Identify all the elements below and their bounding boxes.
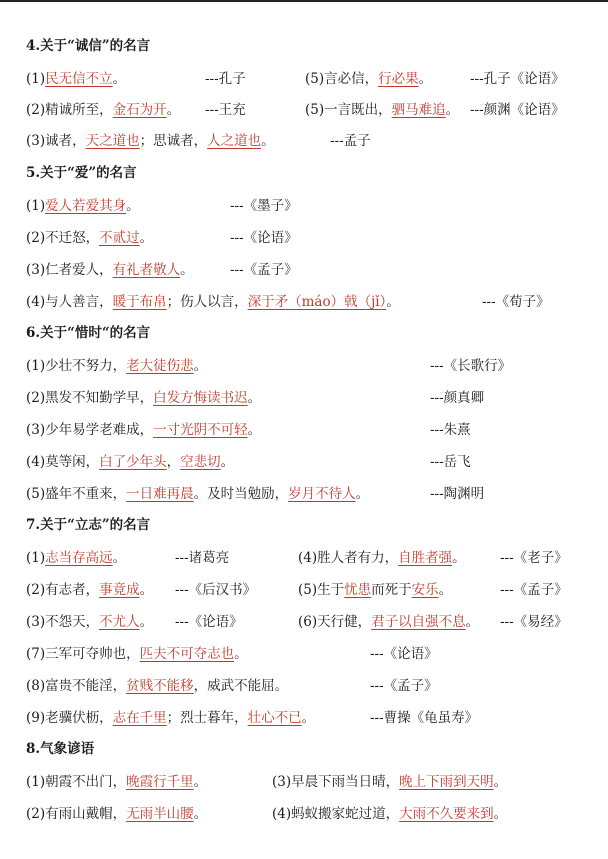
quote-answer: 不尤人	[99, 614, 140, 630]
quote-item: (4)莫等闲，白了少年头，空悲切。	[26, 454, 235, 470]
quote-item: (3)诚者，天之道也；思诚者，人之道也。	[26, 133, 275, 149]
section-heading: 4.关于“诚信”的名言	[26, 38, 151, 54]
quote-item: (9)老骥伏枥，志在千里；烈士暮年，壮心不已。	[26, 710, 316, 726]
quote-item: (5)生于忧患而死于安乐。	[298, 582, 453, 598]
quote-source: ---《论语》	[230, 230, 298, 246]
proverb-answer: 晚上下雨到天明	[399, 774, 494, 790]
quote-source: ---曹操《龟虽寿》	[370, 710, 479, 726]
quote-answer: 天之道也	[85, 133, 140, 149]
quote-answer: 驷马难追	[391, 102, 446, 118]
proverb-item: (3)早晨下雨当日晴，晚上下雨到天明。	[272, 774, 508, 790]
proverb-answer: 晚霞行千里	[126, 774, 194, 790]
section-heading: 7.关于“立志”的名言	[26, 517, 151, 533]
quote-answer: 匹夫不可夺志也	[139, 646, 235, 662]
quote-item: (8)富贵不能淫，贫贱不能移，威武不能屈。	[26, 678, 289, 694]
quote-answer: 志在千里	[112, 710, 167, 726]
quote-answer: 自胜者强	[398, 550, 453, 566]
quote-answer: 老大徒伤悲	[126, 358, 194, 374]
quote-answer: 壮心不已	[247, 710, 302, 726]
quote-source: ---《荀子》	[482, 294, 550, 310]
quote-item: (1)爱人若爱其身。	[26, 198, 140, 214]
quote-answer: 暖于布帛	[112, 294, 167, 310]
section-heading: 6.关于“惜时“的名言	[26, 325, 151, 341]
quote-source: ---陶渊明	[430, 486, 485, 502]
quote-item: (6)天行健，君子以自强不息。	[298, 614, 480, 630]
proverb-answer: 无雨半山腰	[126, 806, 194, 822]
quote-item: (2)精诚所至，金石为开。	[26, 102, 181, 118]
quote-answer: 贫贱不能移	[126, 678, 194, 694]
quote-source: ---《墨子》	[230, 198, 298, 214]
quote-item: (1)少壮不努力，老大徒伤悲。	[26, 358, 208, 374]
proverb-answer: 大雨不久要来到	[399, 806, 494, 822]
proverb-item: (1)朝霞不出门，晚霞行千里。	[26, 774, 208, 790]
quote-answer: 白发方悔读书迟	[153, 390, 248, 406]
quote-source: ---《孟子》	[370, 678, 438, 694]
quote-answer: 白了少年头	[99, 454, 167, 470]
quote-item: (5)一言既出，驷马难追。	[305, 102, 460, 118]
quote-item: (1)志当存高远。	[26, 550, 127, 566]
quote-item: (2)不迁怒，不贰过。	[26, 230, 154, 246]
quote-answer: 民无信不立	[45, 71, 113, 87]
quote-source: ---孔子《论语》	[470, 71, 565, 87]
quote-source: ---《后汉书》	[175, 582, 257, 598]
quote-source: ---颜真卿	[430, 390, 485, 406]
quote-answer: 行必果	[378, 71, 419, 87]
quote-answer: 事竟成	[99, 582, 140, 598]
quote-answer: 志当存高远	[45, 550, 113, 566]
quote-answer: 岁月不待人	[288, 486, 356, 502]
top-border	[0, 0, 608, 2]
quote-answer: 金石为开	[112, 102, 167, 118]
section-heading: 8.气象谚语	[26, 741, 95, 757]
quote-answer: 一日难再晨	[126, 486, 194, 502]
quote-item: (7)三军可夺帅也，匹夫不可夺志也。	[26, 646, 248, 662]
quote-source: ---《易经》	[500, 614, 568, 630]
quote-source: ---颜渊《论语》	[470, 102, 565, 118]
quote-item: (2)有志者，事竟成。	[26, 582, 154, 598]
quote-source: ---诸葛亮	[175, 550, 230, 566]
quote-answer: 深于矛（máo）戟（jǐ）	[247, 294, 387, 310]
quote-item: (3)仁者爱人，有礼者敬人。	[26, 262, 194, 278]
section-heading: 5.关于“爱”的名言	[26, 165, 137, 181]
quote-source: ---王充	[205, 102, 246, 118]
quote-item: (3)不怨天，不尤人。	[26, 614, 154, 630]
quote-item: (4)胜人者有力，自胜者强。	[298, 550, 466, 566]
quote-source: ---孔子	[205, 71, 246, 87]
quote-source: ---《老子》	[500, 550, 568, 566]
quote-answer: 人之道也	[207, 133, 262, 149]
quote-answer: 空悲切	[180, 454, 221, 470]
quote-source: ---孟子	[330, 133, 371, 149]
quote-answer: 君子以自强不息	[371, 614, 466, 630]
quote-source: ---《论语》	[175, 614, 243, 630]
quote-answer: 安乐	[411, 582, 439, 598]
quote-source: ---岳飞	[430, 454, 471, 470]
quote-answer: 忧患	[344, 582, 372, 598]
quote-item: (1)民无信不立。	[26, 71, 127, 87]
quote-source: ---《孟子》	[500, 582, 568, 598]
quote-answer: 爱人若爱其身	[45, 198, 127, 214]
quote-item: (5)盛年不重来，一日难再晨。及时当勉励，岁月不待人。	[26, 486, 370, 502]
quote-item: (4)与人善言，暖于布帛；伤人以言，深于矛（máo）戟（jǐ）。	[26, 294, 400, 310]
proverb-item: (2)有雨山戴帽，无雨半山腰。	[26, 806, 208, 822]
quote-item: (3)少年易学老难成，一寸光阴不可轻。	[26, 422, 262, 438]
quote-item: (2)黑发不知勤学早，白发方悔读书迟。	[26, 390, 262, 406]
quote-source: ---《论语》	[370, 646, 438, 662]
quote-answer: 有礼者敬人	[112, 262, 181, 278]
quote-answer: 一寸光阴不可轻	[153, 422, 248, 438]
quote-source: ---《长歌行》	[430, 358, 512, 374]
quote-source: ---朱熹	[430, 422, 471, 438]
quote-source: ---《孟子》	[230, 262, 298, 278]
quote-item: (5)言必信，行必果。	[305, 71, 433, 87]
quote-answer: 不贰过	[99, 230, 140, 246]
proverb-item: (4)蚂蚁搬家蛇过道，大雨不久要来到。	[272, 806, 508, 822]
